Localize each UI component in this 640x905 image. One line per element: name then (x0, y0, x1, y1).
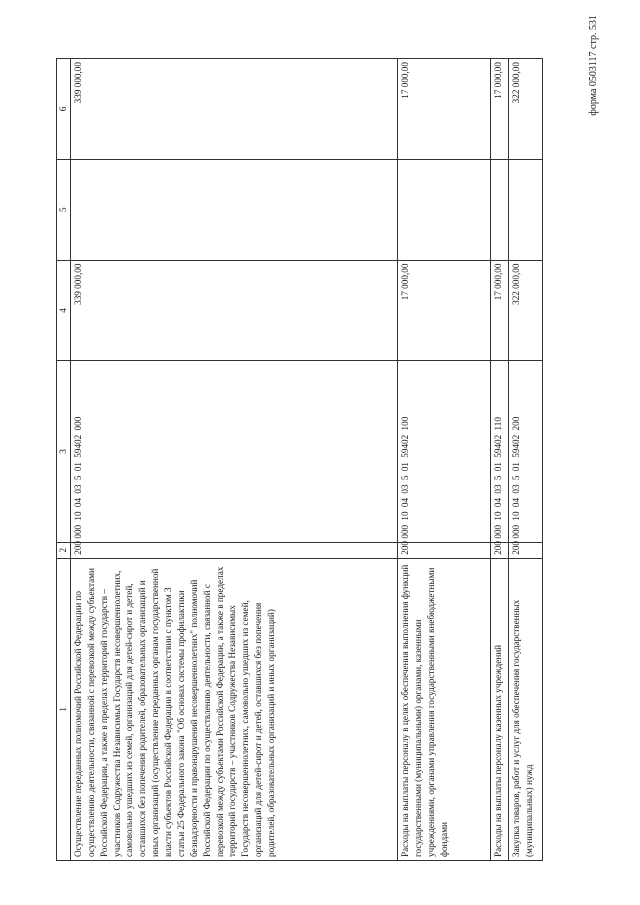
row-col5 (508, 159, 542, 260)
row-col5 (70, 159, 397, 260)
row-kbk: 000 10 04 03 5 01 59402 200 (508, 361, 542, 542)
column-header-5: 5 (57, 159, 71, 260)
row-kbk: 000 10 04 03 5 01 59402 100 (397, 361, 490, 542)
row-name: Расходы на выплаты персоналу в целях обеспечения выполнения функций государственными (муниципальными) органами, казенными учреждениями, органами управления государственными внебюджетными фондами (397, 558, 490, 860)
row-kbk: 000 10 04 03 5 01 59402 110 (490, 361, 508, 542)
row-code: 200 (490, 542, 508, 558)
row-col4: 322 000,00 (508, 260, 542, 361)
table-row (508, 59, 542, 861)
row-col6: 17 000,00 (490, 59, 508, 160)
form-label: форма 0503117 стр. 531 (588, 15, 599, 116)
row-code: 200 (397, 542, 490, 558)
row-col6: 322 000,00 (508, 59, 542, 160)
row-col4: 17 000,00 (397, 260, 490, 361)
row-col5 (490, 159, 508, 260)
table-row (490, 59, 508, 861)
column-header-4: 4 (57, 260, 71, 361)
row-name: Расходы на выплаты персоналу казенных учреждений (490, 558, 508, 860)
column-header-3: 3 (57, 361, 71, 542)
table-row (70, 59, 397, 861)
column-header-6: 6 (57, 59, 71, 160)
header-row (57, 59, 71, 861)
row-col5 (397, 159, 490, 260)
row-kbk: 000 10 04 03 5 01 59402 000 (70, 361, 397, 542)
column-header-2: 2 (57, 542, 71, 558)
row-code: 200 (70, 542, 397, 558)
table-row (397, 59, 490, 861)
row-name: Осуществление переданных полномочий Российской Федерации по осуществлению деятельности, связанной с перевозкой между субъектами Российской Федерации, а также в пределах территорий государств – участников Содружества Независимых Государств несовершеннолетних, самовольно ушедших из семей, организаций для детей-сирот и детей, оставшихся без попечения родителей, образовательных организаций и иных организаций (осуществление переданных органам государственной власти субъектов Российской Федерации в соответствии с пунктом 3 статьи 25 Федерального закона "Об основах системы профилактики безнадзорности и правонарушений несовершеннолетних" полномочий Российской Федерации по осуществлению деятельности, связанной с перевозкой между субъектами Российской Федерации, а также в пределах территорий государств – участников Содружества Независимых Государств несовершеннолетних, самовольно ушедших из семей, организаций для детей-сирот и детей, оставшихся без попечения родителей, образовательных организаций и иных организаций) (70, 558, 397, 860)
expenditure-table (56, 58, 543, 861)
row-col4: 339 000,00 (70, 260, 397, 361)
row-name: Закупка товаров, работ и услуг для обеспечения государственных (муниципальных) нужд (508, 558, 542, 860)
column-header-1: 1 (57, 558, 71, 860)
row-col6: 339 000,00 (70, 59, 397, 160)
row-col6: 17 000,00 (397, 59, 490, 160)
row-col4: 17 000,00 (490, 260, 508, 361)
row-code: 200 (508, 542, 542, 558)
